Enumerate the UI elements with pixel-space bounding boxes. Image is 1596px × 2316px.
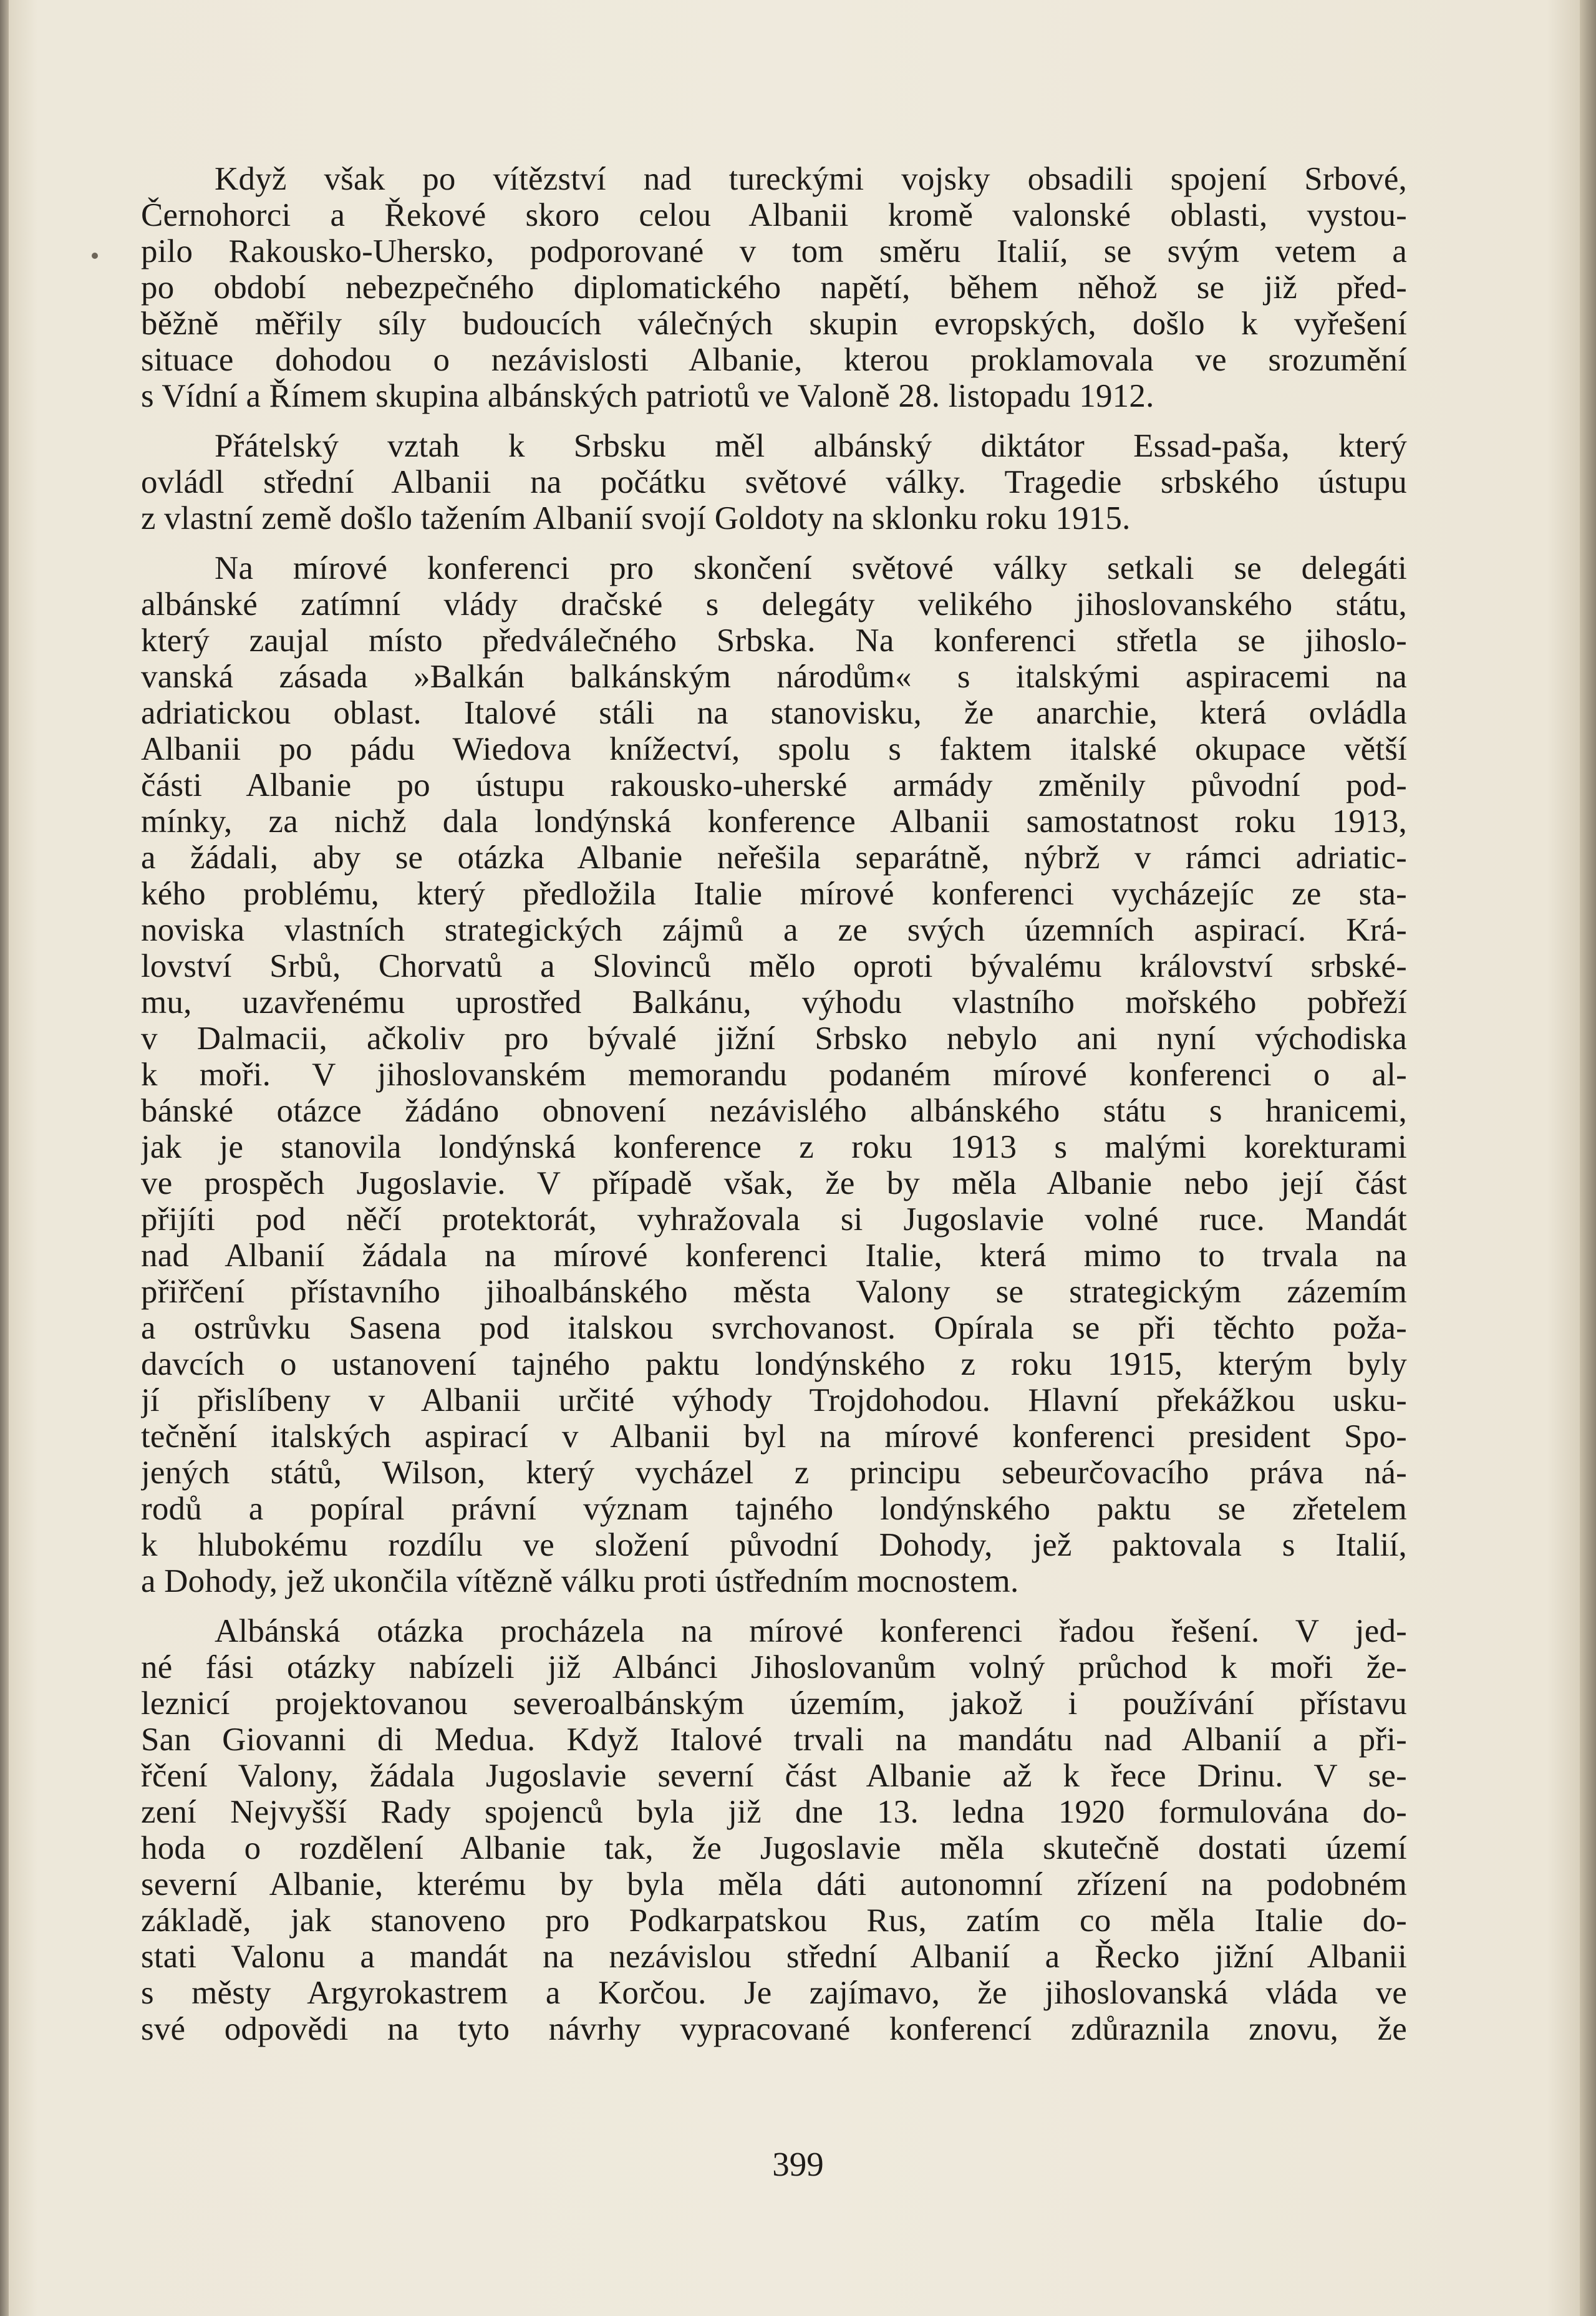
text-line: a žádali, aby se otázka Albanie neřešila separátně, nýbrž v rámci adriatic- (141, 840, 1407, 876)
text-line: v Dalmacii, ačkoliv pro bývalé jižní Srbsko nebylo ani nyní východiska (141, 1020, 1407, 1057)
text-line: situace dohodou o nezávislosti Albanie, kterou proklamovala ve srozumění (141, 342, 1407, 378)
text-line: vanská zásada »Balkán balkánským národům« s italskými aspiracemi na (141, 659, 1407, 695)
text-line: leznicí projektovanou severoalbánským územím, jakož i používání přístavu (141, 1685, 1407, 1722)
text-line: adriatickou oblast. Italové stáli na stanovisku, že anarchie, která ovládla (141, 695, 1407, 731)
text-line: davcích o ustanovení tajného paktu londýnského z roku 1915, kterým byly (141, 1346, 1407, 1382)
paragraph (141, 550, 1407, 1599)
text-line: s městy Argyrokastrem a Korčou. Je zajímavo, že jihoslovanská vláda ve (141, 1975, 1407, 2011)
text-line: ve prospěch Jugoslavie. V případě však, že by měla Albanie nebo její část (141, 1165, 1407, 1201)
text-line: noviska vlastních strategických zájmů a ze svých územních aspirací. Krá- (141, 912, 1407, 948)
text-line: řčení Valony, žádala Jugoslavie severní část Albanie až k řece Drinu. V se- (141, 1758, 1407, 1794)
text-line: lovství Srbů, Chorvatů a Slovinců mělo oproti bývalému království srbské- (141, 948, 1407, 984)
text-line: Když však po vítězství nad tureckými vojsky obsadili spojení Srbové, (215, 161, 1407, 197)
text-line: běžně měřily síly budoucích válečných skupin evropských, došlo k vyřešení (141, 306, 1407, 342)
text-line: s Vídní a Římem skupina albánských patriotů ve Valoně 28. listopadu 1912. (141, 378, 1154, 414)
text-line: pilo Rakousko-Uhersko, podporované v tom směru Italií, se svým vetem a (141, 233, 1407, 269)
text-line: kého problému, který předložila Italie mírové konferenci vycházejíc ze sta- (141, 876, 1407, 912)
text-line: své odpovědi na tyto návrhy vypracované konferencí zdůraznila znovu, že (141, 2011, 1407, 2047)
text-line: severní Albanie, kterému by byla měla dáti autonomní zřízení na podobném (141, 1866, 1407, 1902)
text-line: tečnění italských aspirací v Albanii byl na mírové konferenci president Spo- (141, 1418, 1407, 1455)
text-line: hoda o rozdělení Albanie tak, že Jugoslavie měla skutečně dostati území (141, 1830, 1407, 1866)
text-line: základě, jak stanoveno pro Podkarpatskou Rus, zatím co měla Italie do- (141, 1902, 1407, 1939)
text-line: né fási otázky nabízeli již Albánci Jihoslovanům volný průchod k moři že- (141, 1649, 1407, 1685)
text-line: přijíti pod něčí protektorát, vyhražovala si Jugoslavie volné ruce. Mandát (141, 1201, 1407, 1238)
page-right-edge (1580, 0, 1596, 2316)
text-line: a ostrůvku Sasena pod italskou svrchovanost. Opírala se při těchto poža- (141, 1310, 1407, 1346)
text-line: Na mírové konferenci pro skončení světové války setkali se delegáti (215, 550, 1407, 586)
paragraph (141, 428, 1407, 536)
text-line: jak je stanovila londýnská konference z roku 1913 s malými korekturami (141, 1129, 1407, 1165)
text-line: který zaujal místo předválečného Srbska. Na konferenci střetla se jihoslo- (141, 623, 1407, 659)
text-line: albánské zatímní vlády dračské s delegáty velikého jihoslovanského státu, (141, 586, 1407, 623)
text-line: zení Nejvyšší Rady spojenců byla již dne 13. ledna 1920 formulována do- (141, 1794, 1407, 1830)
text-line: a Dohody, jež ukončila vítězně válku proti ústředním mocnostem. (141, 1563, 1019, 1599)
text-line: k hlubokému rozdílu ve složení původní Dohody, jež paktovala s Italií, (141, 1527, 1407, 1563)
text-line: stati Valonu a mandát na nezávislou střední Albanií a Řecko jižní Albanii (141, 1939, 1407, 1975)
text-line: po období nebezpečného diplomatického napětí, během něhož se již před- (141, 269, 1407, 306)
paragraph (141, 161, 1407, 414)
text-line: Černohorci a Řekové skoro celou Albanii kromě valonské oblasti, vystou- (141, 197, 1407, 233)
text-line: mínky, za nichž dala londýnská konference Albanii samostatnost roku 1913, (141, 803, 1407, 840)
text-line: nad Albanií žádala na mírové konferenci Italie, která mimo to trvala na (141, 1238, 1407, 1274)
paragraph (141, 1613, 1407, 2047)
body-text (141, 161, 1407, 2061)
margin-dot-mark (92, 253, 98, 259)
binding-edge (0, 0, 9, 2316)
text-line: San Giovanni di Medua. Když Italové trvali na mandátu nad Albanií a při- (141, 1722, 1407, 1758)
text-line: ovládl střední Albanii na počátku světové války. Tragedie srbského ústupu (141, 464, 1407, 500)
text-line: jí přislíbeny v Albanii určité výhody Trojdohodou. Hlavní překážkou usku- (141, 1382, 1407, 1418)
text-line: Albánská otázka procházela na mírové konferenci řadou řešení. V jed- (215, 1613, 1407, 1649)
text-line: přiřčení přístavního jihoalbánského města Valony se strategickým zázemím (141, 1274, 1407, 1310)
page-number: 399 (772, 2145, 824, 2183)
text-line: mu, uzavřenému uprostřed Balkánu, výhodu vlastního mořského pobřeží (141, 984, 1407, 1020)
text-line: Přátelský vztah k Srbsku měl albánský diktátor Essad-paša, který (215, 428, 1407, 464)
text-line: z vlastní země došlo tažením Albanií svojí Goldoty na sklonku roku 1915. (141, 500, 1131, 536)
text-line: jených států, Wilson, který vycházel z principu sebeurčovacího práva ná- (141, 1455, 1407, 1491)
text-line: bánské otázce žádáno obnovení nezávislého albánského státu s hranicemi, (141, 1093, 1407, 1129)
text-line: rodů a popíral právní význam tajného londýnského paktu se zřetelem (141, 1491, 1407, 1527)
text-line: Albanii po pádu Wiedova knížectví, spolu s faktem italské okupace větší (141, 731, 1407, 767)
text-line: části Albanie po ústupu rakousko-uherské armády změnily původní pod- (141, 767, 1407, 803)
text-line: k moři. V jihoslovanském memorandu podaném mírové konferenci o al- (141, 1057, 1407, 1093)
